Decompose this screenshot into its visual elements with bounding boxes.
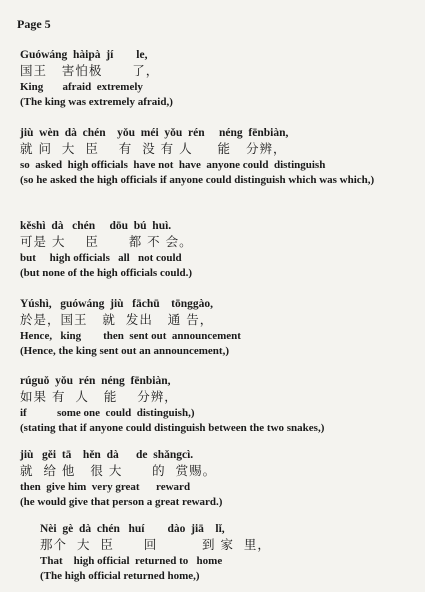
pinyin-line: jiù wèn dà chén yǒu méi yǒu rén néng fēnbiàn, xyxy=(20,127,289,139)
stanza-4 xyxy=(20,296,418,358)
translation-line: (The high official returned home,) xyxy=(40,570,200,582)
hanzi-line: 如果 有 人 能 分辨， xyxy=(20,389,178,404)
hanzi-line: 可是 大 臣 都 不 会。 xyxy=(20,234,193,249)
stanza-3 xyxy=(20,218,418,280)
stanza-1 xyxy=(20,47,418,109)
gloss-line: Hence, king then sent out announcement xyxy=(20,330,241,342)
translation-line: (he would give that person a great reward.) xyxy=(20,496,223,508)
translation-line: (The king was extremely afraid,) xyxy=(20,96,173,108)
hanzi-line: 国王 害怕极 了， xyxy=(20,63,160,78)
gloss-line: if some one could distinguish,) xyxy=(20,407,195,419)
pinyin-line: Yúshì, guówáng jiù fāchū tōnggào, xyxy=(20,298,213,310)
translation-line: (so he asked the high officials if anyone could distinguish which was which,) xyxy=(20,174,375,186)
gloss-line: so asked high officials have not have anyone could distinguish xyxy=(20,159,326,171)
stanza-5 xyxy=(20,373,418,435)
pinyin-line: rúguǒ yǒu rén néng fēnbiàn, xyxy=(20,375,171,387)
hanzi-line: 就 问 大 臣 有 没 有 人 能 分辨， xyxy=(20,141,287,156)
gloss-line: That high official returned to home xyxy=(40,555,223,567)
pinyin-line: kěshì dà chén dōu bú huì. xyxy=(20,220,172,232)
gloss-line: but high officials all not could xyxy=(20,252,182,264)
hanzi-line: 那个 大 臣 回 到 家 里， xyxy=(40,537,271,552)
stanza-6 xyxy=(20,447,418,509)
translation-line: (Hence, the king sent out an announcement,) xyxy=(20,345,230,357)
pinyin-line: jiù gěi tā hěn dà de shǎngcì. xyxy=(20,449,194,461)
translation-line: (stating that if anyone could distinguish between the two snakes,) xyxy=(20,422,325,434)
hanzi-line: 於是，国王 就 发出 通 告， xyxy=(20,312,214,327)
stanza-7 xyxy=(40,521,418,583)
hanzi-line: 就 给 他 很 大 的 赏赐。 xyxy=(20,463,217,478)
gloss-line: then give him very great reward xyxy=(20,481,191,493)
pinyin-line: Nèi gè dà chén huí dào jiā lǐ, xyxy=(40,523,225,535)
pinyin-line: Guówáng hàipà jí le, xyxy=(20,49,148,61)
stanza-2 xyxy=(20,125,418,187)
translation-line: (but none of the high officials could.) xyxy=(20,267,193,279)
gloss-line: King afraid extremely xyxy=(20,81,143,93)
page-number: Page 5 xyxy=(17,17,51,31)
